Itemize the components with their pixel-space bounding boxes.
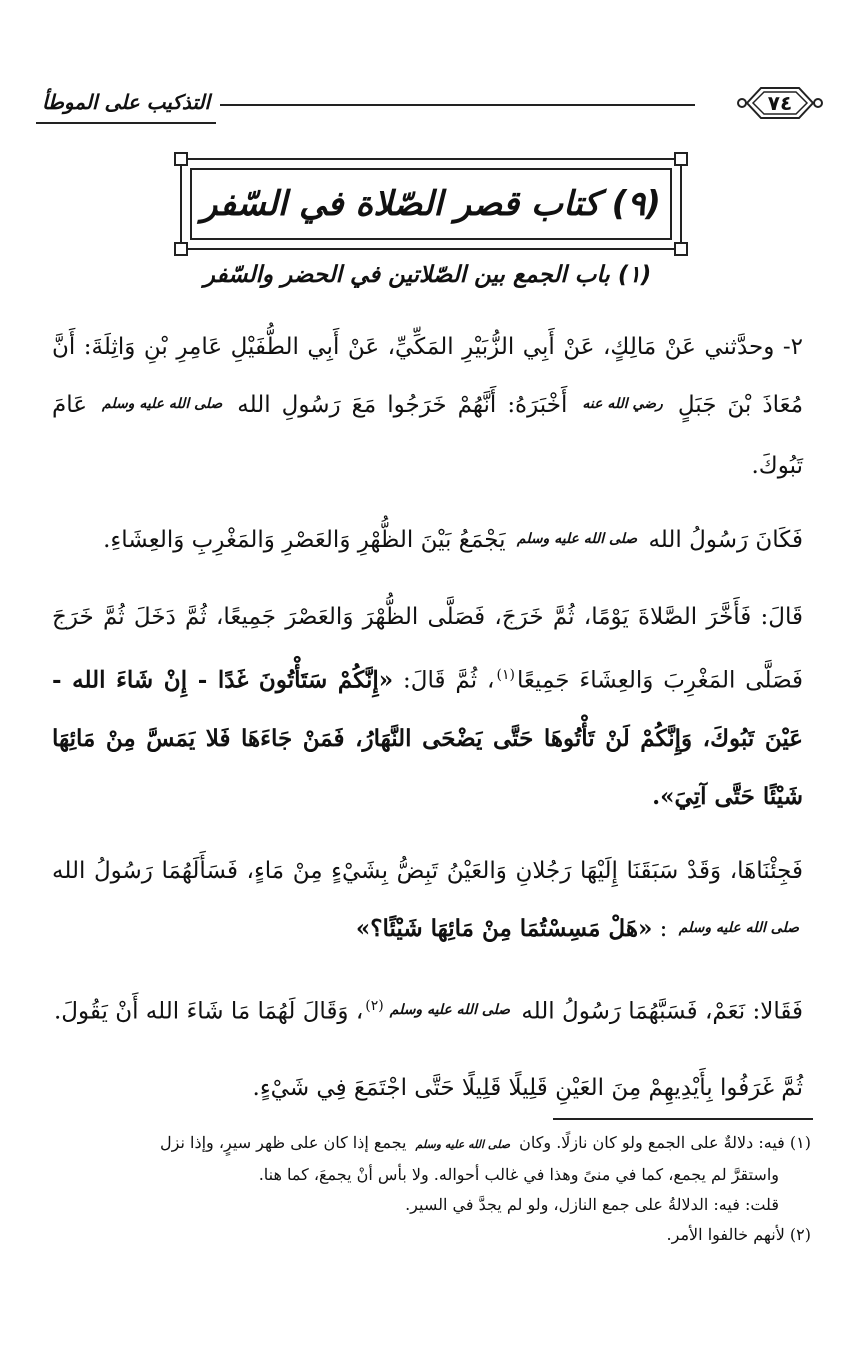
footnote-1: [58, 1128, 811, 1160]
footnote-rule: [553, 1118, 813, 1120]
text-segment: قَالَ: فَأَخَّرَ الصَّلاةَ يَوْمًا، ثُمَّ خَرَجَ، فَصَلَّى الظُّهْرَ وَالعَصْرَ جَمِيعًا، ثُمَّ دَخَلَ ثُمَّ خَرَجَ فَصَلَّى المَغْرِبَ وَالعِشَاءَ جَمِيعًا: [52, 604, 804, 694]
running-title: التذكيب على الموطأ: [36, 82, 216, 124]
text-segment: أَخْبَرَهُ: أَنَّهُمْ خَرَجُوا مَعَ رَسُولِ الله: [237, 392, 568, 418]
paragraph-4: [52, 842, 803, 961]
footnote-1-note: قلت: فيه: الدلالةُ على جمع النازل، ولو لم يجدَّ في السير.: [405, 1195, 779, 1214]
header-rule: [220, 104, 695, 106]
honorific-saw: صلى الله عليه وسلم: [102, 396, 223, 412]
page-header: [30, 80, 825, 130]
chapter-title-box: [180, 158, 682, 250]
chapter-title: (٩) كتاب قصر الصّلاة في السّفر: [201, 184, 661, 224]
paragraph-6: ثُمَّ غَرَفُوا بِأَيْدِيهِمْ مِنَ العَيْنِ قَلِيلًا قَلِيلًا حَتَّى اجْتَمَعَ فِي شَيْءٍ.: [252, 1075, 803, 1102]
footnote-text: يجمع إذا كان على ظهر سيرٍ، وإذا نزل: [160, 1133, 407, 1152]
honorific-saw: صلى الله عليه وسلم: [389, 1002, 511, 1019]
paragraph-5: [52, 977, 803, 1044]
page-number: ٧٤: [767, 91, 793, 115]
text-segment: :: [659, 915, 668, 942]
corner-ornament-icon: [674, 152, 688, 166]
prophetic-quote: «إِنَّكُمْ سَتَأْتُونَ غَدًا - إِنْ شَاءَ الله - عَيْنَ تَبُوكَ، وَإِنَّكُمْ لَنْ تَأْتُوهَا حَتَّى يَضْحَى النَّهَارُ، فَمَنْ جَاءَهَا فَلا يَمَسَّ مِنْ مَائِهَا شَيْئًا حَتَّى آتِيَ».: [52, 666, 803, 810]
text-segment: فَكَانَ رَسُولُ الله: [648, 527, 803, 553]
text-segment: يَجْمَعُ بَيْنَ الظُّهْرِ وَالعَصْرِ وَالمَغْرِبِ وَالعِشَاءِ.: [103, 527, 506, 553]
text-segment: ٢- وحدَّثني عَنْ مَالِكٍ، عَنْ أَبِي الزُّبَيْرِ المَكِّيِّ، عَنْ أَبِي الطُّفَيْلِ عَامِرِ بْنِ وَاثِلَةَ: أَنَّ مُعَاذَ بْنَ جَبَلٍ: [52, 334, 804, 418]
text-segment: ، وَقَالَ لَهُمَا مَا شَاءَ الله أَنْ يَقُولَ.: [53, 998, 364, 1025]
honorific-ra: رضي الله عنه: [582, 396, 663, 412]
paragraph-3: [52, 588, 803, 826]
honorific-saw: صلى الله عليه وسلم: [415, 1138, 511, 1151]
paragraph-hadith-chain: [52, 318, 803, 495]
corner-ornament-icon: [174, 242, 188, 256]
footnotes: [58, 1128, 811, 1250]
text-segment: فَقَالا: نَعَمْ، فَسَبَّهُمَا رَسُولُ الله: [521, 998, 803, 1025]
corner-ornament-icon: [174, 152, 188, 166]
paragraph-2: [52, 511, 803, 572]
text-segment: عَامَ تَبُوكَ.: [52, 392, 803, 479]
main-text: [52, 318, 803, 1133]
honorific-saw: صلى الله عليه وسلم: [516, 531, 638, 547]
corner-ornament-icon: [674, 242, 688, 256]
footnote-ref-2[interactable]: (٢): [365, 997, 384, 1014]
section-title: (١) باب الجمع بين الصّلاتين في الحضر والسّفر: [203, 262, 652, 288]
text-segment: ، ثُمَّ قَالَ:: [403, 667, 495, 694]
text-segment: فَجِئْنَاهَا، وَقَدْ سَبَقَنَا إِلَيْهَا رَجُلانِ وَالعَيْنُ تَبِضُّ بِشَيْءٍ مِنْ مَاءٍ، فَسَأَلَهُمَا رَسُولُ الله: [52, 857, 803, 884]
page-number-badge: [737, 84, 823, 122]
footnote-2: (٢) لأنهم خالفوا الأمر.: [666, 1225, 811, 1244]
footnote-text: (١) فيه: دلالةٌ على الجمع ولو كان نازلًا. وكان: [519, 1133, 811, 1152]
footnote-1-continued: واستقرَّ لم يجمع، كما في منىً وهذا في غالب أحواله. ولا بأس أنْ يجمعَ، كما هنا.: [258, 1165, 779, 1184]
honorific-saw: صلى الله عليه وسلم: [678, 919, 799, 936]
prophetic-quote: «هَلْ مَسِسْتُمَا مِنْ مَائِهَا شَيْئًا؟»: [355, 914, 653, 942]
footnote-ref-1[interactable]: (١): [496, 667, 515, 683]
